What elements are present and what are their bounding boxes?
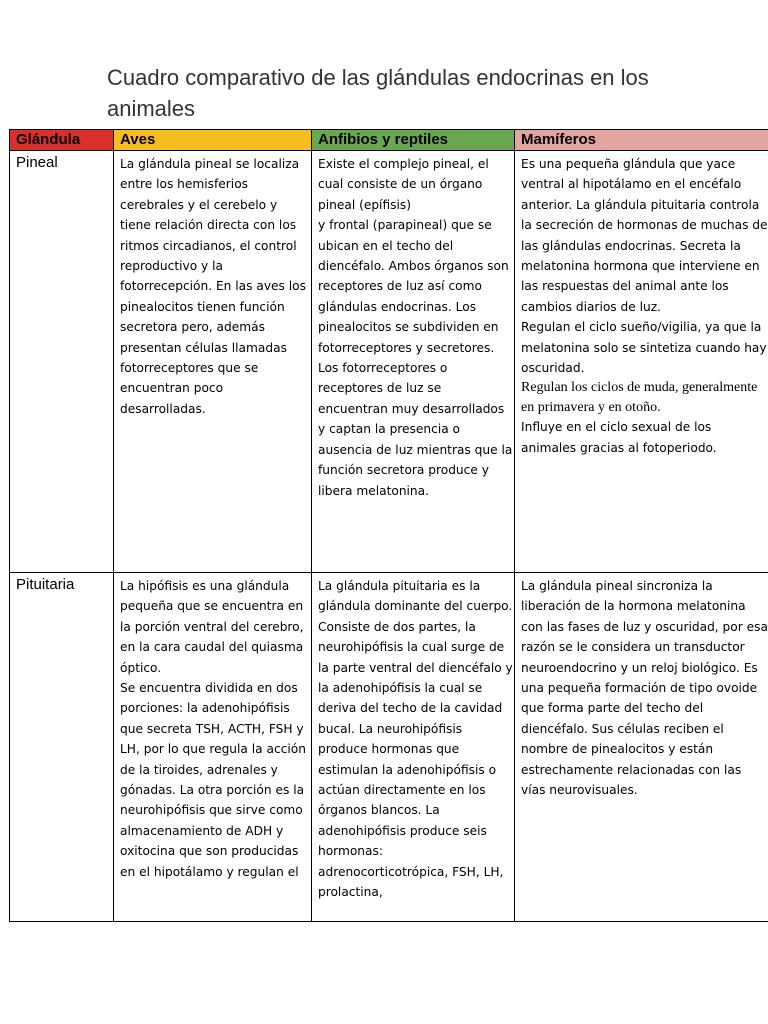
- gland-name-cell: Pineal: [10, 151, 114, 573]
- cell-text: Se encuentra dividida en dos porciones: la adenohipófisis que secreta TSH, ACTH, FSH y LH, por lo que regula la acción de la tiroides, adrenales y gónadas. La otra porción es la neurohipófisis que sirve como almacenamiento de ADH y oxitocina que son producidas en el hipotálamo y regulan el: [120, 681, 306, 879]
- header-row: [10, 130, 768, 151]
- anfibios-cell: [312, 151, 515, 573]
- header-glandula: Glándula: [10, 130, 114, 151]
- cell-text: Regulan los ciclos de muda, generalmente en primavera y en otoño.: [521, 380, 758, 415]
- table-row: [10, 573, 768, 922]
- mamiferos-cell: [515, 151, 768, 573]
- cell-text: Regulan el ciclo sueño/vigilia, ya que la melatonina solo se sintetiza cuando hay oscuridad.: [521, 320, 767, 376]
- cell-text: La hipófisis es una glándula pequeña que se encuentra en la porción ventral del cerebro, en la cara caudal del quiasma óptico.: [120, 579, 304, 675]
- gland-name-cell: Pituitaria: [10, 573, 114, 922]
- cell-text: La glándula pituitaria es la glándula dominante del cuerpo. Consiste de dos partes, la neurohipófisis la cual surge de la parte ventral del diencéfalo y la adenohipófisis la cual se deriva del techo de la cavidad bucal. La neurohipófisis produce hormonas que estimulan la adenohipófisis o actúan directamente en los órganos blancos. La adenohipófisis produce seis hormonas: adrenocorticotrópica, FSH, LH, prolactina,: [318, 579, 513, 900]
- mamiferos-cell: [515, 573, 768, 922]
- aves-cell: [114, 151, 312, 573]
- header-anfibios-reptiles: Anfibios y reptiles: [312, 130, 515, 151]
- cell-text: La glándula pineal se localiza entre los hemisferios cerebrales y el cerebelo y tiene relación directa con los ritmos circadianos, el control reproductivo y la fotorrecepción. En las aves los pinealocitos tienen función secretora pero, además presentan células llamadas fotorreceptores que se encuentran poco desarrolladas.: [120, 157, 306, 416]
- page-title: Cuadro comparativo de las glándulas endocrinas en los animales: [107, 65, 649, 121]
- header-aves: Aves: [114, 130, 312, 151]
- header-mamiferos: Mamíferos: [515, 130, 768, 151]
- aves-cell: [114, 573, 312, 922]
- cell-text: y frontal (parapineal) que se ubican en el techo del diencéfalo. Ambos órganos son receptores de luz así como glándulas endocrinas. Los pinealocitos se subdividen en fotorreceptores y secretores. Los fotorreceptores o receptores de luz se encuentran muy desarrollados y captan la presencia o ausencia de luz mientras que la función secretora produce y libera melatonina.: [318, 218, 513, 498]
- comparison-table: [9, 129, 768, 922]
- cell-text: Influye en el ciclo sexual de los animales gracias al fotoperiodo.: [521, 420, 717, 455]
- table-row: [10, 151, 768, 573]
- cell-text: La glándula pineal sincroniza la liberación de la hormona melatonina con las fases de luz y oscuridad, por esa razón se le considera un transductor neuroendocrino y un reloj biológico. Es una pequeña formación de tipo ovoide que forma parte del techo del diencéfalo. Sus células reciben el nombre de pinealocitos y están estrechamente relacionadas con las vías neurovisuales.: [521, 579, 768, 798]
- cell-text: Existe el complejo pineal, el cual consiste de un órgano pineal (epífisis): [318, 157, 489, 212]
- cell-text: Es una pequeña glándula que yace ventral al hipotálamo en el encéfalo anterior. La glándula pituitaria controla la secreción de hormonas de muchas de las glándulas endocrinas. Secreta la melatonina hormona que interviene en las respuestas del animal ante los cambios diarios de luz.: [521, 157, 768, 314]
- anfibios-cell: [312, 573, 515, 922]
